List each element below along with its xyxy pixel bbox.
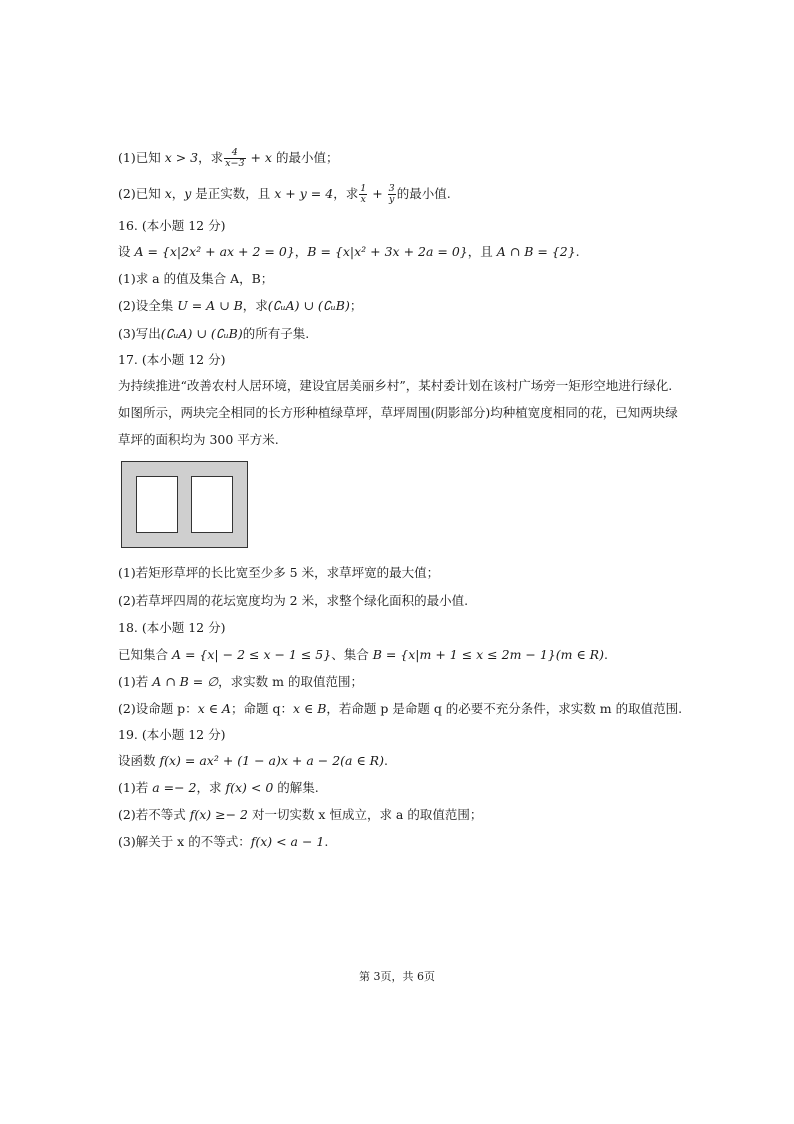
q2-mid: ，求 [242, 298, 268, 313]
problem19-stem [118, 753, 388, 769]
problem15-q1 [118, 148, 338, 169]
problem15-q2 [118, 184, 451, 205]
problem19-q1 [118, 780, 319, 796]
function-definition: f(x) = ax² + (1 − a)x + a − 2(a ∈ R) [159, 753, 384, 768]
problem19-q2 [118, 807, 482, 823]
stem-and: ，且 [467, 244, 497, 259]
q1-prefix: (1)若 [118, 780, 153, 795]
problem19-header: 19. (本小题 12 分) [118, 727, 226, 742]
q2-prefix: (2)已知 [118, 186, 165, 201]
stem-prefix: 设 [118, 244, 135, 259]
problem17-stem: 为持续推进“改善农村人居环境，建设宜居美丽乡村”，某村委计划在该村广场旁一矩形空地进行绿化. 如图所示，两块完全相同的长方形种植绿草坪，草坪周围(阴影部分)均种植宽度相同的花，已知两块绿草坪的面积均为 300 平方米. [118, 378, 678, 447]
q2-condition: x + y = 4 [274, 186, 334, 201]
fraction-denominator: x−3 [225, 158, 245, 169]
stem-prefix: 已知集合 [118, 647, 172, 662]
q2-fraction-1 [359, 184, 367, 205]
var-y: y [184, 186, 192, 201]
q1-mid: ，求 [198, 150, 224, 165]
q2-prefix: (2)设命题 p： [118, 701, 198, 716]
q2-mid: 是正实数，且 [191, 186, 275, 201]
set-b: B = {x|x² + 3x + 2a = 0} [307, 244, 468, 259]
q3-end: . [324, 834, 329, 849]
problem17-header: 17. (本小题 12 分) [118, 352, 226, 367]
q3-prefix: (3)写出 [118, 326, 161, 341]
q1-fraction [224, 148, 245, 169]
problem16-stem [118, 244, 580, 260]
complement-union: (∁ᵤA) ∪ (∁ᵤB) [267, 298, 350, 313]
set-a: A = {x|2x² + ax + 2 = 0} [134, 244, 295, 259]
q2-mid: ；命题 q： [230, 701, 293, 716]
q2-suffix: 对一切实数 x 恒成立，求 a 的取值范围； [247, 807, 483, 822]
stem-prefix: 设函数 [118, 753, 160, 768]
q1-prefix: (1)若 [118, 674, 153, 689]
complement-union: (∁ᵤA) ∪ (∁ᵤB) [160, 326, 243, 341]
set-b: B = {x|m + 1 ≤ x ≤ 2m − 1}(m ∈ R) [372, 647, 604, 662]
universal-set: U = A ∪ B [177, 298, 243, 313]
problem16-q1: (1)求 a 的值及集合 A，B； [118, 271, 274, 286]
stem-end: . [383, 753, 388, 768]
fraction-numerator: 4 [224, 148, 245, 159]
proposition-p: x ∈ A [197, 701, 231, 716]
stem-end: . [575, 244, 580, 259]
plus-sign: + [368, 186, 387, 201]
q1-condition: x > 3 [164, 150, 199, 165]
problem18-q1 [118, 674, 363, 690]
fraction-numerator: 3 [388, 183, 395, 194]
comma: ， [171, 186, 185, 201]
fraction-numerator: 1 [360, 183, 367, 194]
q2-fraction-2 [388, 184, 396, 205]
proposition-q: x ∈ B [292, 701, 327, 716]
q2-ask: ，求 [333, 186, 359, 201]
q2-suffix: ，若命题 p 是命题 q 的必要不充分条件，求实数 m 的取值范围. [326, 701, 683, 716]
right-lawn [192, 477, 233, 533]
set-a: A = {x| − 2 ≤ x − 1 ≤ 5} [171, 647, 332, 662]
q3-suffix: 的所有子集. [242, 326, 310, 341]
intersection-condition: A ∩ B = {2} [496, 244, 576, 259]
q2-inequality: f(x) ≥− 2 [189, 807, 248, 822]
fraction-denominator: x [360, 194, 366, 205]
q1-suffix: ，求实数 m 的取值范围； [218, 674, 363, 689]
q2-prefix: (2)若不等式 [118, 807, 190, 822]
q1-condition: a =− 2 [152, 780, 197, 795]
q2-end: ； [349, 298, 363, 313]
problem18-q2 [118, 701, 682, 717]
q1-prefix: (1)已知 [118, 150, 165, 165]
q1-expr-tail: + x [246, 150, 272, 165]
separator: ， [294, 244, 308, 259]
q2-suffix: 的最小值. [396, 186, 451, 201]
problem16-q3 [118, 326, 309, 342]
page-footer: 第 3页，共 6页 [359, 970, 435, 983]
lawn-diagram [121, 461, 248, 548]
problem18-header: 18. (本小题 12 分) [118, 620, 226, 635]
q1-suffix: 的解集. [273, 780, 319, 795]
q1-inequality: f(x) < 0 [225, 780, 274, 795]
fraction-denominator: y [389, 194, 395, 205]
q3-inequality: f(x) < a − 1 [250, 834, 325, 849]
left-lawn [137, 477, 178, 533]
problem16-header: 16. (本小题 12 分) [118, 218, 226, 233]
problem17-q2: (2)若草坪四周的花坛宽度均为 2 米，求整个绿化面积的最小值. [118, 593, 469, 608]
var-x: x [164, 186, 172, 201]
empty-intersection: A ∩ B = ∅ [152, 674, 219, 689]
problem17-q1: (1)若矩形草坪的长比宽至少多 5 米，求草坪宽的最大值； [118, 565, 440, 580]
q1-suffix: 的最小值； [272, 150, 339, 165]
problem19-q3 [118, 834, 328, 850]
problem16-q2 [118, 298, 362, 314]
q2-prefix: (2)设全集 [118, 298, 178, 313]
q3-prefix: (3)解关于 x 的不等式： [118, 834, 251, 849]
problem18-stem [118, 647, 608, 663]
separator: 、集合 [331, 647, 373, 662]
q1-mid: ，求 [196, 780, 226, 795]
stem-end: . [603, 647, 608, 662]
